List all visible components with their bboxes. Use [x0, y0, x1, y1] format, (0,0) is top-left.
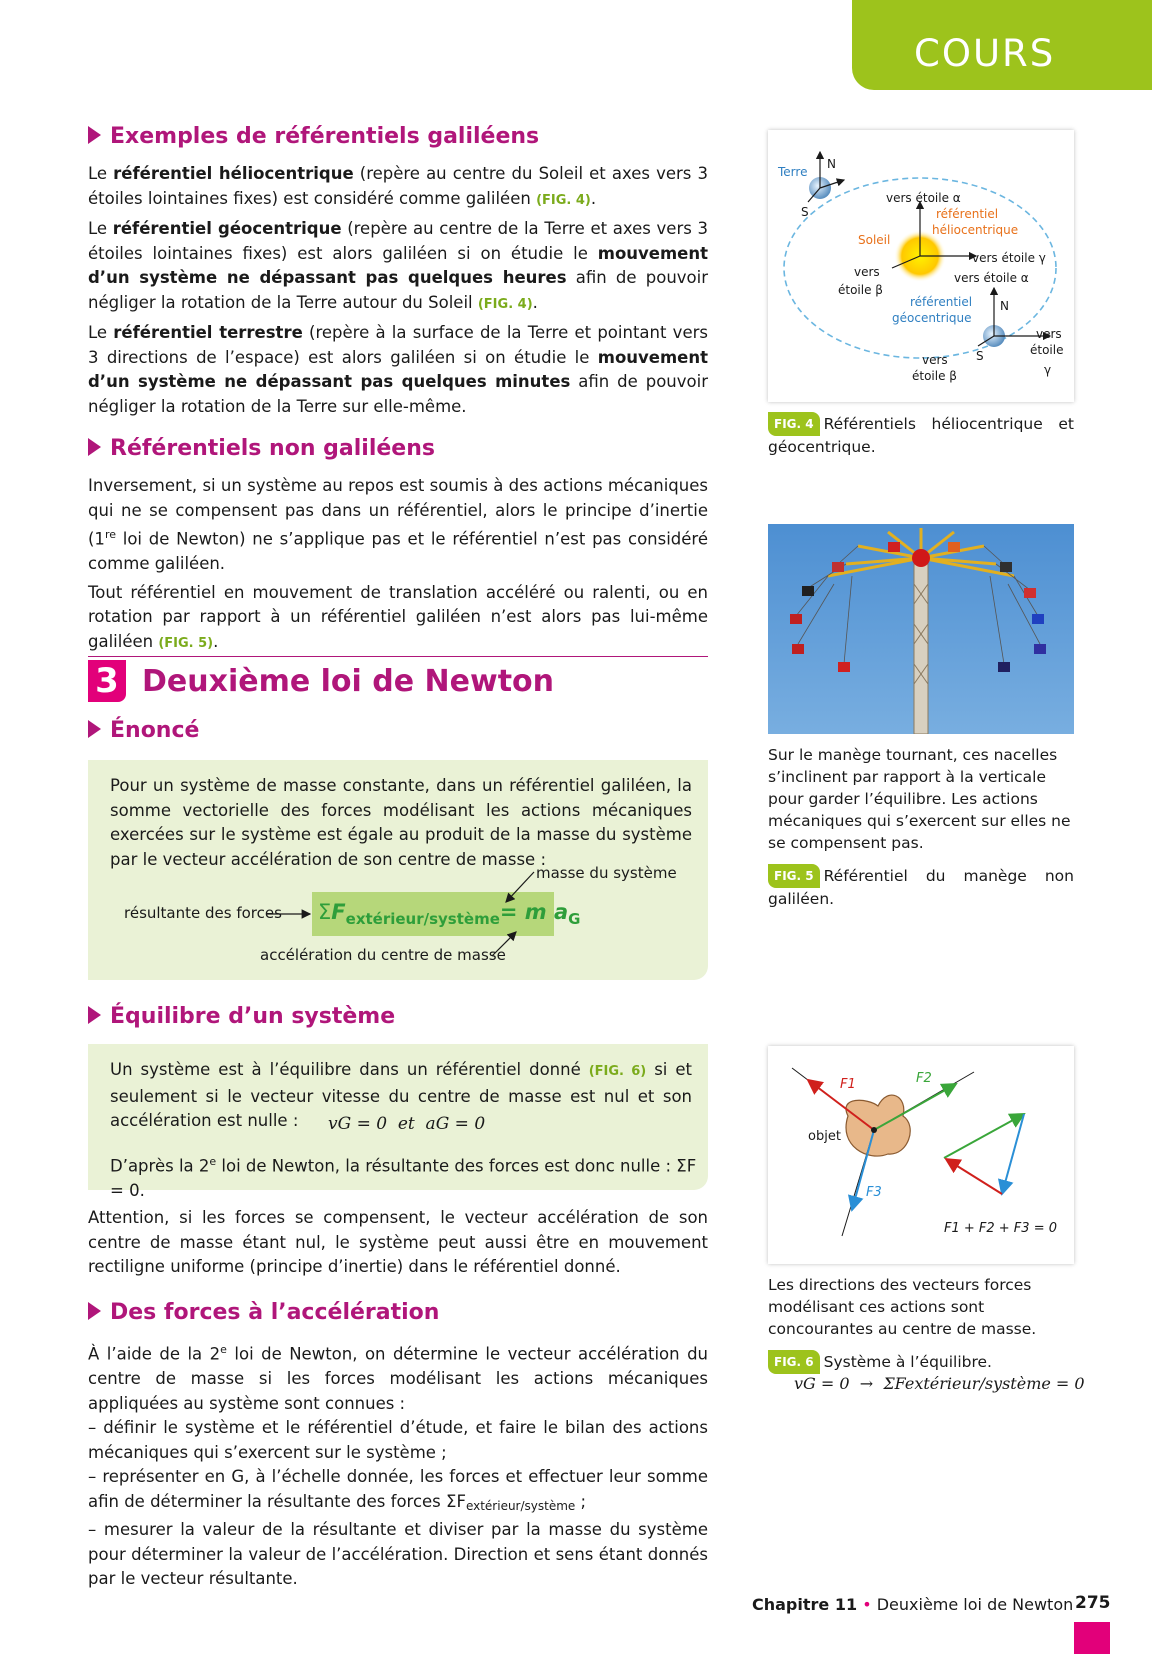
label-geo2: géocentrique [892, 311, 972, 325]
enonce-box [88, 760, 708, 980]
equilibre-def: Un système est à l’équilibre dans un référentiel donné (FIG. 6) si et seulement si le vecteur vitesse du centre de masse est nul et son accélération est nulle : [110, 1060, 692, 1130]
carousel-illustration [768, 524, 1074, 734]
triangle-f3 [1002, 1114, 1024, 1194]
fig6-formula: vG = 0 → ΣFextérieur/système = 0 [794, 1374, 1085, 1393]
label-helio: référentiel [936, 207, 999, 221]
page-marker [1074, 1622, 1110, 1654]
fig4-diagram [768, 130, 1074, 402]
fig4-tag: FIG. 4 [768, 412, 820, 436]
arrow-masse [506, 872, 534, 902]
triangle-bullet-icon [88, 1006, 101, 1024]
fig5-tag: FIG. 5 [768, 864, 820, 888]
para-terrestre: Le référentiel terrestre (repère à la surface de la Terre et pointant vers 3 directions de l’espace) est alors galiléen si on étudie le mouvement d’un système ne dépassant pas quelques minutes afin de pouvoir négliger la rotation de la Terre sur elle-même. [88, 323, 708, 416]
object-shape [846, 1095, 910, 1156]
triangle-bullet-icon [88, 126, 101, 144]
center-of-mass [871, 1127, 877, 1133]
label-s1: S [801, 205, 809, 219]
page-number: 275 [1075, 1593, 1111, 1613]
triangle-f2 [944, 1114, 1024, 1158]
label-f3: F3 [866, 1185, 882, 1200]
label-n2: N [1000, 299, 1009, 313]
label-masse: masse du système [536, 864, 677, 882]
para-intro: À l’aide de la 2e loi de Newton, on détermine le vecteur accélération du centre de masse si les forces modélisant les actions mécaniques appliquées au système sont connues : [88, 1343, 708, 1413]
label-beta2a: vers [922, 353, 948, 367]
fig6-diagram [768, 1046, 1074, 1264]
label-gamma2a: vers [1036, 327, 1062, 341]
triangle-f1 [946, 1159, 1002, 1194]
fig4-caption: FIG. 4 Référentiels héliocentrique et géocentrique. [768, 412, 1074, 458]
equilibre-consequence: D’après la 2e loi de Newton, la résultante des forces est donc nulle : ΣF = 0. [110, 1155, 697, 1200]
forces-acceleration-body [88, 1338, 708, 1592]
triangle-bullet-icon [88, 438, 101, 456]
cours-label: COURS [914, 32, 1056, 75]
fig6-description: Les directions des vecteurs forces modélisant ces actions sont concourantes au centre de masse. [768, 1276, 1037, 1338]
label-resultante: résultante des forces [124, 904, 282, 922]
label-beta2b: étoile β [912, 369, 957, 383]
para-inertie: Inversement, si un système au repos est soumis à des actions mécaniques qui ne se compensent pas dans un référentiel, alors le principe d’inertie (1re loi de Newton) ne s’applique pas et le référentiel n’est pas considéré comme galiléen. [88, 476, 708, 573]
label-acceleration: accélération du centre de masse [260, 946, 506, 964]
attention-body [88, 1206, 708, 1284]
label-f1: F1 [840, 1077, 856, 1092]
label-gamma1: vers étoile γ [972, 251, 1046, 265]
para-geo: Le référentiel géocentrique (repère au centre de la Terre et axes vers 3 étoiles lointaines fixes) est alors galiléen si on étudie le mouvement d’un système ne dépassant pas quelques heures afin de pouvoir négliger la rotation de la Terre autour du Soleil (FIG. 4). [88, 219, 709, 312]
non-galileens-body [88, 474, 708, 660]
label-sum: F1 + F2 + F3 = 0 [944, 1221, 1057, 1236]
section-number: 3 [88, 660, 126, 702]
label-beta1a: vers [854, 265, 880, 279]
para-helio: Le référentiel héliocentrique (repère au centre du Soleil et axes vers 3 étoiles lointaines fixes) est considéré comme galiléen (FIG. 4). [88, 164, 708, 208]
triangle-bullet-icon [88, 1302, 101, 1320]
label-terre: Terre [778, 165, 808, 179]
fig6-caption: FIG. 6 Système à l’équilibre. [768, 1350, 1074, 1374]
para-translation: Tout référentiel en mouvement de translation accéléré ou ralenti, ou en rotation par rapport à un référentiel galiléen n’est alors pas lui-même galiléen (FIG. 5). [88, 582, 708, 651]
formula-arrows [88, 760, 708, 980]
list-item-3: – mesurer la valeur de la résultante et diviser par la masse du système pour déterminer la valeur de l’accélération. Direction et sens étant donnés par le vecteur résultante. [88, 1520, 708, 1588]
fig5-caption: FIG. 5 Référentiel du manège non galiléen. [768, 864, 1074, 910]
cours-tab [852, 0, 1152, 90]
label-alpha1: vers étoile α [886, 191, 961, 205]
label-soleil: Soleil [858, 233, 891, 247]
arrow-acceleration [492, 932, 516, 956]
label-gamma2c: γ [1044, 363, 1052, 377]
fig5-description: Sur le manège tournant, ces nacelles s’inclinent par rapport à la verticale pour garder l’équilibre. Les actions mécaniques qui s’exercent sur elles ne se compensent pas. [768, 746, 1071, 852]
triangle-bullet-icon [88, 720, 101, 738]
para-attention: Attention, si les forces se compensent, le vecteur accélération de son centre de masse étant nul, le système peut aussi être en mouvement rectiligne uniforme (principe d’inertie) dans le référentiel donné. [88, 1208, 708, 1276]
label-f2: F2 [916, 1071, 932, 1086]
label-helio2: héliocentrique [932, 223, 1019, 237]
label-s2: S [976, 349, 984, 363]
section-divider [88, 656, 708, 657]
newton-formula: $\Sigma F_{extérieur/système}= m$ $a_G$ [318, 900, 581, 928]
list-item-2: – représenter en G, à l’échelle donnée, les forces et effectuer leur somme afin de déterminer la résultante des forces ΣFextérieur/système ; [88, 1467, 708, 1513]
label-n1: N [827, 157, 836, 171]
equilibre-box [88, 1044, 708, 1200]
formula-diagram [88, 760, 708, 980]
fig6-tag: FIG. 6 [768, 1350, 820, 1374]
label-alpha2: vers étoile α [954, 271, 1029, 285]
heading-forces-acceleration: Des forces à l’accélération [88, 1300, 439, 1325]
heading-non-galileens: Référentiels non galiléens [88, 436, 435, 461]
list-item-1: – définir le système et le référentiel d’étude, et faire le bilan des actions mécaniques qui s’exercent sur le système ; [88, 1418, 708, 1462]
heading-galileens: Exemples de référentiels galiléens [88, 124, 539, 149]
fig5-photo [768, 524, 1074, 734]
label-objet: objet [808, 1129, 841, 1144]
footer: Chapitre 11 • Deuxième loi de Newton [752, 1595, 1074, 1614]
heading-equilibre: Équilibre d’un système [88, 1004, 395, 1029]
equilibre-formula: vG = 0 et aG = 0 [328, 1114, 486, 1134]
section-title: Deuxième loi de Newton [142, 664, 555, 699]
heading-enonce: Énoncé [88, 718, 199, 743]
label-gamma2b: étoile [1030, 343, 1064, 357]
galileens-body [88, 162, 708, 423]
label-geo: référentiel [910, 295, 973, 309]
enonce-text: Pour un système de masse constante, dans un référentiel galiléen, la somme vectorielle des forces modélisant les actions mécaniques exercées sur le système est égale au produit de la masse du système par le vecteur accélération de son centre de masse : [110, 776, 692, 869]
label-beta1b: étoile β [838, 283, 883, 297]
